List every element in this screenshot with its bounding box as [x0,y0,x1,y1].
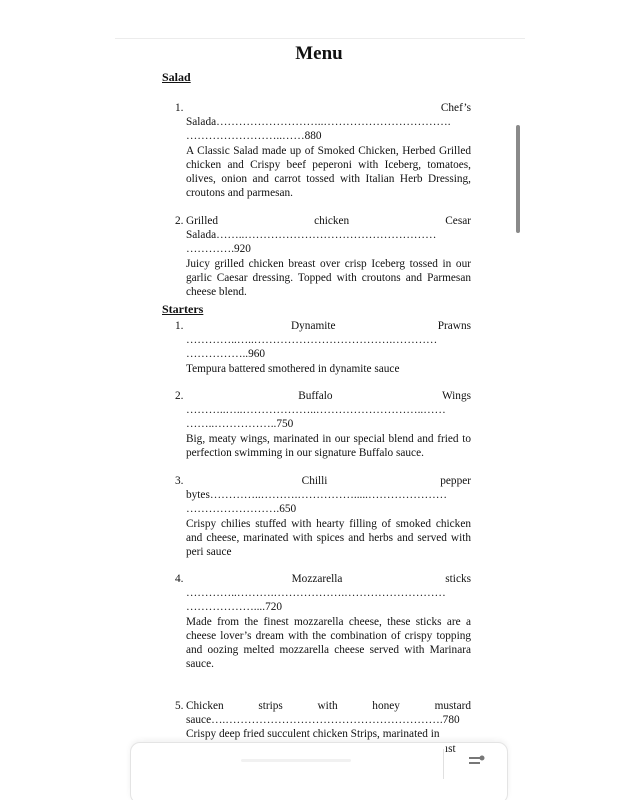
item-description: Made from the finest mozzarella cheese, these sticks are a cheese lover’s dream with the combination of crispy topping and oozing melted mozzarella cheese served with Marinara sauce. [186,615,471,671]
item-name-word: pepper [440,475,471,487]
item-description: Juicy grilled chicken breast over crisp Iceberg tossed in our garlic Caesar dressing. Topped with croutons and Parmesan cheese blend. [186,257,471,299]
menu-icon[interactable] [469,755,485,769]
item-name-word: Chilli [301,475,328,487]
item-number: 1. [175,320,184,332]
item-name-line [186,214,471,228]
toolbar-handle [241,759,351,762]
item-description: Crispy deep fried succulent chicken Strips, marinated in [186,728,440,741]
page-title: Menu [295,43,343,64]
menu-item [175,474,471,559]
item-name-line [186,101,471,115]
item-name-word: Chicken [186,700,224,712]
item-name-word: Buffalo [298,390,333,402]
item-price-line: ……………..960 [186,348,266,361]
section-heading-starters: Starters [162,302,204,316]
item-name-word: strips [258,700,283,712]
overflow-text-fragment: ıst [445,743,456,755]
item-price-line: ………………....720 [186,601,283,614]
item-name-cont: Salada……..…………………………………………… [186,229,437,242]
item-number: 1. [175,102,184,114]
item-description: Big, meaty wings, marinated in our special blend and fried to perfection swimming in our signature Buffalo sauce. [186,432,471,459]
item-number: 2. [175,215,184,227]
item-name-word: Dynamite [291,320,336,332]
item-number: 3. [175,475,184,487]
menu-item [175,572,471,671]
item-description: A Classic Salad made up of Smoked Chicken, Herbed Grilled chicken and Crispy beef peperoni with Iceberg, tomatoes, olives, onion and carrot tossed with Italian Herb Dressing, croutons and parmesan. [186,144,471,200]
item-name-word: Cesar [445,215,471,227]
item-name-cont: Salada………………………..……………………………. [186,116,451,129]
item-price-line: ……………………..……880 [186,130,322,143]
item-name-line [186,572,471,586]
item-price-line: …………………….650 [186,503,297,516]
item-name-line [186,389,471,403]
item-price-line: sauce….………………………………………………….780 [186,714,460,727]
item-name-cont: …………..…..……………………………….………… [186,334,438,347]
item-name-line [186,474,471,488]
item-name-word: sticks [445,573,471,585]
item-name-line [186,699,471,713]
item-name-word: Prawns [437,320,471,332]
scrollbar-thumb[interactable] [516,125,520,233]
menu-item [175,699,471,742]
section-heading-salad: Salad [162,70,191,84]
item-name-word: mustard [434,700,471,712]
item-description: Tempura battered smothered in dynamite sauce [186,362,400,375]
item-name-word: honey [372,700,400,712]
item-name-word: with [317,700,338,712]
toolbar-divider [443,749,444,779]
item-name-word: Mozzarella [291,573,343,585]
item-number: 4. [175,573,184,585]
menu-item [175,214,471,299]
menu-item [175,319,471,376]
item-number: 5. [175,700,184,712]
item-name-line [186,319,471,333]
item-name-cont: …………..……….……………….……………………… [186,587,446,600]
item-name-word: chicken [314,215,350,227]
item-number: 2. [175,390,184,402]
item-price-line: ……..……………..750 [186,418,294,431]
page-top-edge [115,38,525,39]
menu-item [175,101,471,200]
item-name-cont: ………..…..………………..………………………..…… [186,404,446,417]
item-price-line: ………….920 [186,243,251,256]
item-description: Crispy chilies stuffed with hearty filling of smoked chicken and cheese, marinated with spices and herbs and served with peri sauce [186,517,471,559]
item-name-word: Chef’s [440,102,471,114]
item-name-cont: bytes…………..……….…………….....………………… [186,489,448,502]
item-name-word: Wings [441,390,471,402]
item-name-word: Grilled [186,215,218,227]
menu-item [175,389,471,460]
